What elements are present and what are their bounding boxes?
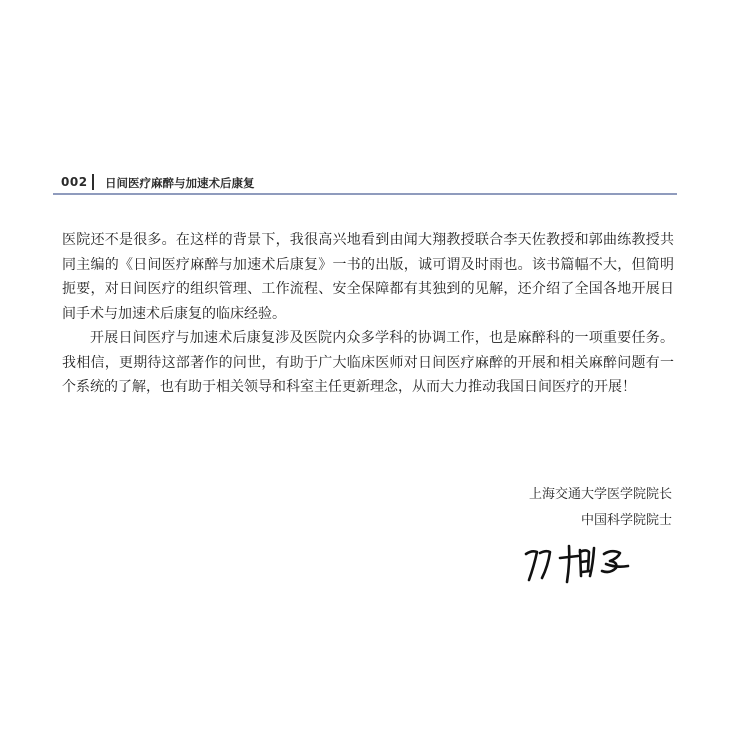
paragraph-continued: 医院还不是很多。在这样的背景下，我很高兴地看到由闻大翔教授联合李天佐教授和郭曲练教授共同主编的《日间医疗麻醉与加速术后康复》一书的出版，诚可谓及时雨也。该书篇幅不大，但简明扼要，对日间医疗的组织管理、工作流程、安全保障都有其独到的见解，还介绍了全国各地开展日间手术与加速术后康复的临床经验。 bbox=[62, 232, 674, 322]
signoff-block bbox=[529, 482, 672, 534]
signoff-affiliation-2: 中国科学院院士 bbox=[580, 513, 672, 528]
paragraph: 开展日间医疗与加速术后康复涉及医院内众多学科的协调工作，也是麻醉科的一项重要任务。我相信，更期待这部著作的问世，有助于广大临床医师对日间医疗麻醉的开展和相关麻醉问题有一个系统的了解，也有助于相关领导和科室主任更新理念，从而大力推动我国日间医疗的开展！ bbox=[62, 330, 674, 395]
running-title: 日间医疗麻醉与加速术后康复 bbox=[105, 176, 255, 190]
signoff-affiliation-1: 上海交通大学医学院院长 bbox=[528, 487, 672, 502]
page-header bbox=[53, 173, 677, 195]
header-rule bbox=[53, 193, 677, 195]
page-number: 002 bbox=[61, 175, 88, 189]
handwritten-signature bbox=[520, 540, 640, 592]
body-text bbox=[62, 228, 674, 400]
header-divider bbox=[92, 174, 94, 190]
